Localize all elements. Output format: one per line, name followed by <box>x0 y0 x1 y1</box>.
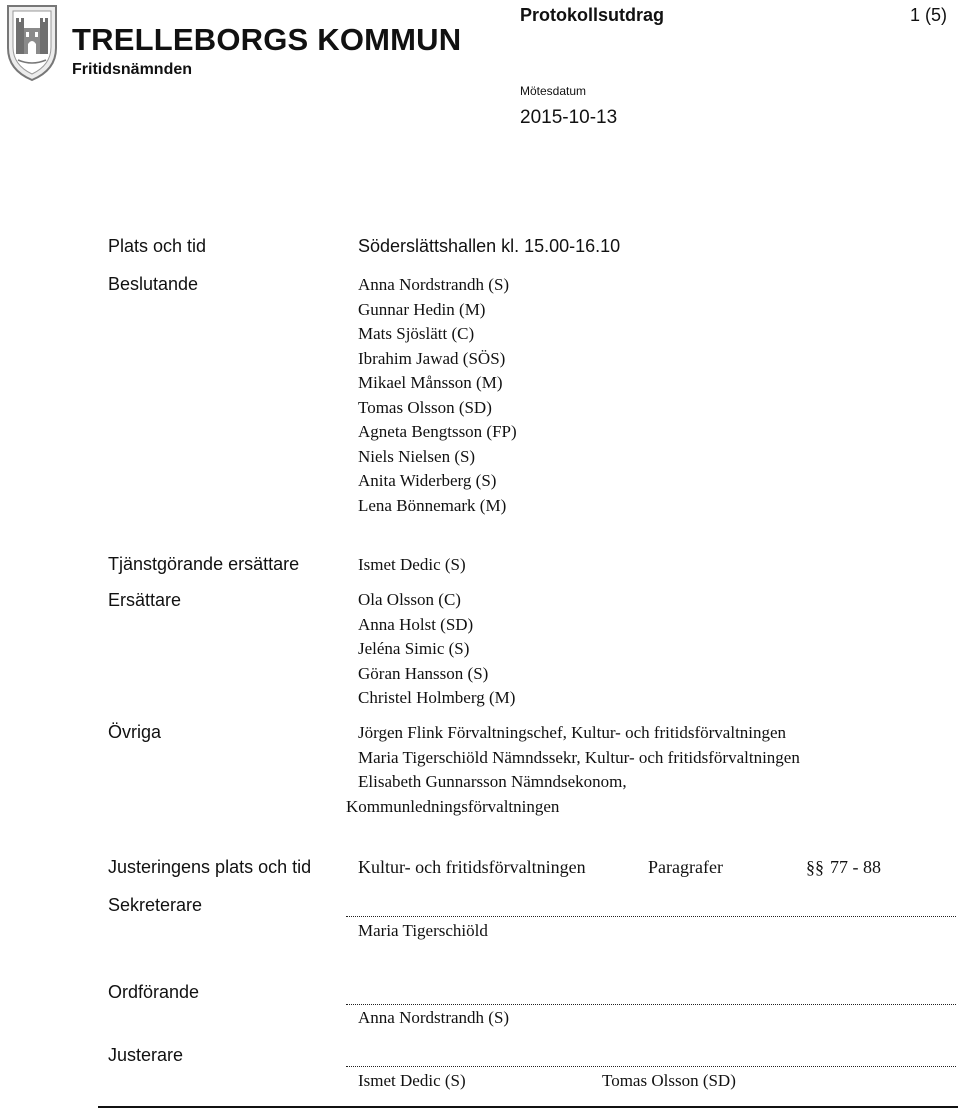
list-item: Kommunledningsförvaltningen <box>346 796 560 816</box>
chair-name: Anna Nordstrandh (S) <box>358 1008 510 1027</box>
list-item: Jörgen Flink Förvaltningschef, Kultur- och fritidsförvaltningen <box>358 723 787 742</box>
serving-substitutes-label: Tjänstgörande ersättare <box>108 554 300 574</box>
list-item: Anna Holst (SD) <box>358 614 474 634</box>
adjustment-place: Kultur- och fritidsförvaltningen <box>358 857 586 877</box>
paragraphs-label: Paragrafer <box>648 857 723 877</box>
place-time-label: Plats och tid <box>108 236 207 256</box>
list-item: Jeléna Simic (S) <box>358 639 470 658</box>
others-list <box>346 721 800 819</box>
meeting-date: 2015-10-13 <box>520 107 618 128</box>
list-item: Tomas Olsson (SD) <box>358 397 492 417</box>
list-item: Elisabeth Gunnarsson Nämndsekonom, <box>358 772 627 791</box>
list-item: Göran Hansson (S) <box>358 663 489 683</box>
chair-label: Ordförande <box>108 982 200 1002</box>
list-item: Anita Widerberg (S) <box>358 471 497 490</box>
decision-makers-list <box>358 273 517 518</box>
substitutes-label: Ersättare <box>108 590 182 610</box>
list-item: Ola Olsson (C) <box>358 590 461 609</box>
substitutes-list <box>358 588 515 711</box>
secretary-label: Sekreterare <box>108 895 203 915</box>
adjusters-signature-line <box>346 1066 956 1067</box>
adjusters-label: Justerare <box>108 1045 184 1065</box>
list-item: Mikael Månsson (M) <box>358 373 503 392</box>
serving-substitute-name: Ismet Dedic (S) <box>358 555 466 574</box>
list-item: Maria Tigerschiöld Nämndssekr, Kultur- och fritidsförvaltningen <box>358 747 800 767</box>
list-item: Agneta Bengtsson (FP) <box>358 422 517 441</box>
list-item: Gunnar Hedin (M) <box>358 299 486 319</box>
adjuster-1-name: Ismet Dedic (S) <box>358 1071 466 1090</box>
decision-makers-label: Beslutande <box>108 274 199 294</box>
list-item: Mats Sjöslätt (C) <box>358 324 475 343</box>
secretary-signature-line <box>346 916 956 917</box>
paragraph-symbol: §§ <box>806 857 824 877</box>
secretary-name: Maria Tigerschiöld <box>358 921 488 940</box>
chair-signature-line <box>346 1004 956 1005</box>
place-time-value: Söderslättshallen kl. 15.00-16.10 <box>358 236 621 256</box>
others-label: Övriga <box>108 722 162 742</box>
list-item: Lena Bönnemark (M) <box>358 495 507 515</box>
document-type: Protokollsutdrag <box>520 5 665 25</box>
adjuster-2-name: Tomas Olsson (SD) <box>602 1071 736 1090</box>
bottom-rule <box>98 1106 958 1108</box>
list-item: Anna Nordstrandh (S) <box>358 275 510 294</box>
list-item: Niels Nielsen (S) <box>358 446 476 466</box>
adjustment-label: Justeringens plats och tid <box>108 857 312 877</box>
organization-name: TRELLEBORGS KOMMUN <box>72 22 462 57</box>
coat-of-arms-logo <box>4 2 60 82</box>
paragraphs-value: 77 - 88 <box>830 857 881 877</box>
list-item: Christel Holmberg (M) <box>358 688 516 707</box>
meeting-date-label: Mötesdatum <box>520 84 587 98</box>
list-item: Ibrahim Jawad (SÖS) <box>358 348 506 368</box>
department-name: Fritidsnämnden <box>72 61 193 78</box>
page-number: 1 (5) <box>910 5 948 25</box>
